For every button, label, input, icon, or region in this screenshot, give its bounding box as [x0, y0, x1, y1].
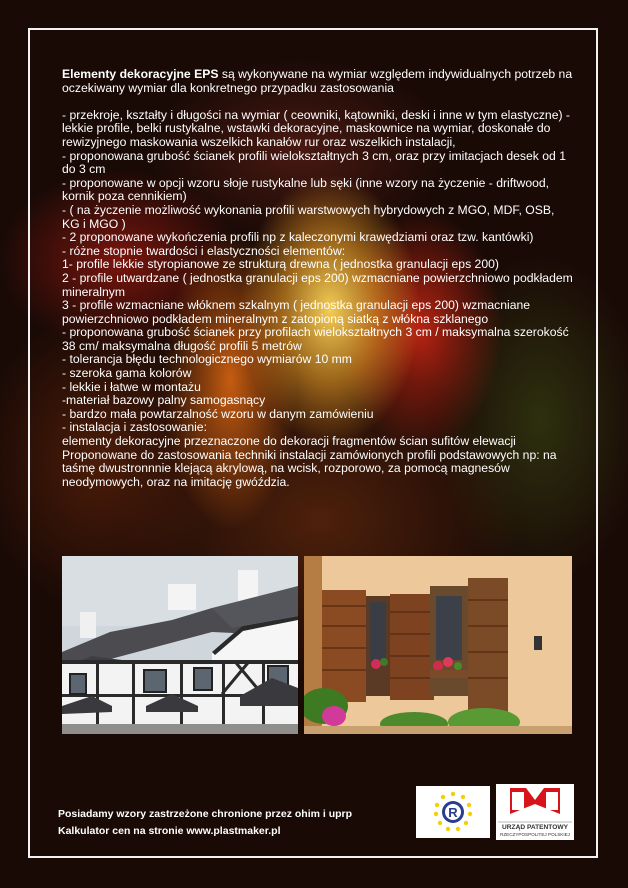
line: -materiał bazowy palny samogasnący [62, 393, 266, 408]
line: - lekkie i łatwe w montażu [62, 379, 201, 394]
line: - proponowane w opcji wzoru słoje rustykalne lub sęki (inne wzory na życzenie - driftwood, kornik poza cennikiem) [62, 175, 550, 204]
line: Proponowane do zastosowania techniki instalacji zamówionych profili podstawowych np: na taśmę dwustronnnie klejącą akrylową, na wcisk, rozporowo, za pomocą magnesów neodymowych, oraz na imitację gwóździa. [62, 447, 557, 489]
line: - ( na życzenie możliwość wykonania profili warstwowych hybrydowych z MGO, MDF, OSB, KG i MGO ) [62, 202, 555, 231]
footer-line-calculator: Kalkulator cen na stronie www.plastmaker.pl [58, 825, 281, 837]
line: 1- profile lekkie styropianowe ze strukturą drewna ( jednostka granulacji eps 200) [62, 257, 499, 272]
shutters-photo [304, 556, 572, 734]
footer-line-trademark: Posiadamy wzory zastrzeżone chronione przez ohim i uprp [58, 808, 353, 820]
line: - przekroje, kształty i długości na wymiar ( ceowniki, kątowniki, deski i inne w tym elastyczne) - lekkie profile, belki rustykalne, wstawki dekoracyjne, maskownice na wymiar, doskonałe do rewizyjnego maskowania wszelkich kanałów rur oraz wszelkich instalacji, [62, 107, 570, 149]
uprp-name: URZĄD PATENTOWY [502, 824, 568, 831]
line: - szeroka gama kolorów [62, 366, 192, 381]
intro-lead: Elementy dekoracyjne EPS [62, 67, 219, 81]
line: - tolerancja błędu technologicznego wymiarów 10 mm [62, 352, 352, 367]
ohim-letter: R [448, 805, 458, 820]
line: - 2 proponowane wykończenia profili np z kaleczonymi krawędziami oraz tzw. kantówki) [62, 230, 534, 245]
uprp-logo [496, 784, 574, 840]
line: - proponowana grubość ścianek przy profilach wielokształtnych 3 cm / maksymalna szerokość 38 cm/ maksymalna długość profili 5 metrów [62, 325, 569, 353]
line: elementy dekoracyjne przeznaczone do dekoracji fragmentów ścian sufitów elewacji [62, 434, 516, 449]
line: - proponowana grubość ścianek profili wielokształtnych 3 cm, oraz przy imitacjach desek od 1 do 3 cm [62, 148, 566, 177]
line: 2 - profile utwardzane ( jednostka granulacji eps 200) wzmacniane powierzchniowo podkładem mineralnym [62, 270, 573, 299]
ohim-logo [416, 786, 490, 838]
line: - bardzo mała powtarzalność wzoru w danym zamówieniu [62, 406, 374, 421]
line: - instalacja i zastosowanie: [62, 420, 207, 435]
description-text [62, 68, 574, 489]
uprp-subname: RZECZYPOSPOLITEJ POLSKIEJ [500, 832, 570, 837]
line: 3 - profile wzmacniane włóknem szkalnym ( jednostka granulacji eps 200) wzmacniane powierzchniowo podkładem mineralnym z zatopioną siatką z włókna szklanego [62, 298, 531, 326]
intro-paragraph [62, 68, 574, 95]
line: - różne stopnie twardości i elastyczności elementów: [62, 243, 346, 258]
intro-rest: są wykonywane na wymiar względem indywidualnych potrzeb na oczekiwany wymiar dla konkretnego przypadku zastosowania [62, 67, 573, 95]
house-photo [62, 556, 298, 734]
